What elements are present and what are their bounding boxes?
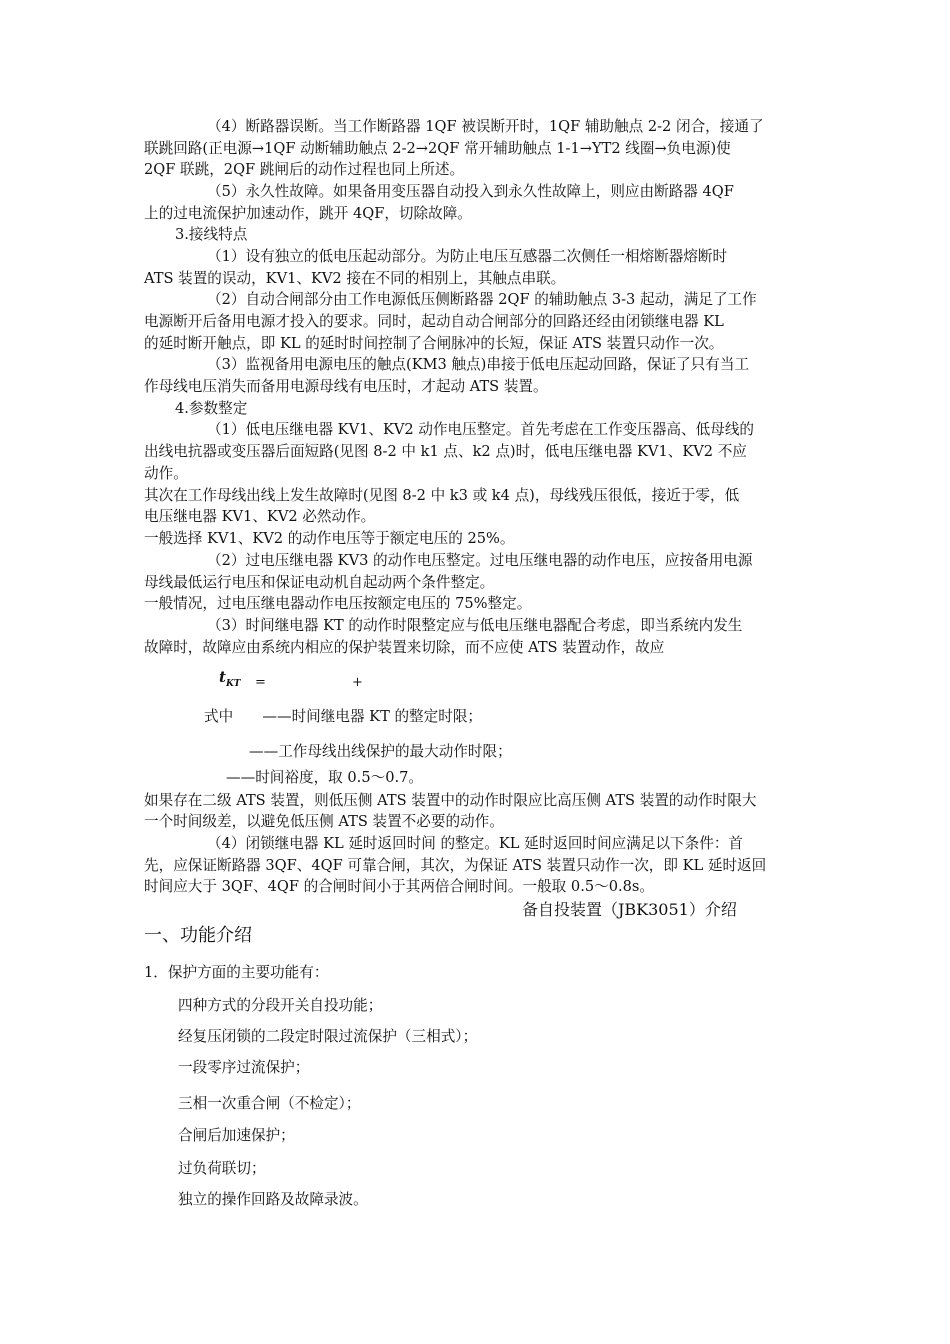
function-item: 一段零序过流保护； [178, 1059, 310, 1076]
paragraph-line: （5）永久性故障。如果备用变压器自动投入到永久性故障上，则应由断路器 4QF [207, 183, 734, 200]
paragraph-line: 动作。 [144, 465, 188, 482]
function-item: 四种方式的分段开关自投功能； [178, 997, 383, 1014]
paragraph-line: （3）监视备用电源电压的触点(KM3 触点)串接于低电压起动回路，保证了只有当工 [207, 356, 750, 373]
paragraph-line: 出线电抗器或变压器后面短路(见图 8-2 中 k1 点、k2 点)时，低电压继电器 KV1、KV2 不应 [144, 443, 747, 460]
paragraph-line: ATS 装置的误动，KV1、KV2 接在不同的相别上，其触点串联。 [144, 270, 566, 287]
subheading: 1．保护方面的主要功能有： [144, 964, 329, 981]
paragraph-line: 的延时断开触点，即 KL 的延时时间控制了合闸脉冲的长短，保证 ATS 装置只动作一次。 [144, 335, 724, 352]
paragraph-line: 电压继电器 KV1、KV2 必然动作。 [144, 508, 376, 525]
paragraph-line: 先，应保证断路器 3QF、4QF 可靠合闸，其次，为保证 ATS 装置只动作一次，即 KL 延时返回 [144, 857, 767, 874]
paragraph-line: （2）过电压继电器 KV3 的动作电压整定。过电压继电器的动作电压，应按备用电源 [207, 552, 753, 569]
section-title: 备自投装置（JBK3051）介绍 [522, 900, 737, 919]
formula-where-line: ——时间裕度，取 0.5～0.7。 [226, 769, 423, 786]
paragraph-line: （4）闭锁继电器 KL 延时返回时间 的整定。KL 延时返回时间应满足以下条件：首 [207, 835, 744, 852]
paragraph-line: 联跳回路(正电源→1QF 动断辅助触点 2-2→2QF 常开辅助触点 1-1→YT2 线圈→负电源)使 [144, 140, 731, 157]
paragraph-line: （4）断路器误断。当工作断路器 1QF 被误断开时，1QF 辅助触点 2-2 闭合，接通了 [207, 118, 764, 135]
paragraph-line: 2QF 联跳，2QF 跳闸后的动作过程也同上所述。 [144, 161, 465, 178]
heading: 一、功能介绍 [144, 925, 252, 946]
formula-plus: + [352, 675, 363, 690]
function-item: 合闸后加速保护； [178, 1127, 295, 1144]
function-item: 过负荷联切； [178, 1160, 266, 1177]
formula-equals: = [255, 675, 266, 690]
section-heading: 4.参数整定 [175, 400, 248, 417]
paragraph-line: （2）自动合闸部分由工作电源低压侧断路器 2QF 的辅助触点 3-3 起动，满足了工作 [207, 291, 757, 308]
paragraph-line: 作母线电压消失而备用电源母线有电压时，才起动 ATS 装置。 [144, 378, 548, 395]
formula-where-line: 式中 ——时间继电器 KT 的整定时限； [204, 708, 483, 725]
formula-where-line: ——工作母线出线保护的最大动作时限； [249, 743, 512, 760]
paragraph-line: （1）低电压继电器 KV1、KV2 动作电压整定。首先考虑在工作变压器高、低母线的 [207, 421, 755, 438]
paragraph-line: 上的过电流保护加速动作，跳开 4QF，切除故障。 [144, 205, 472, 222]
formula-symbol: $t_{KT}$ [219, 668, 241, 689]
section-heading: 3.接线特点 [175, 226, 248, 243]
paragraph-line: 一个时间级差，以避免低压侧 ATS 装置不必要的动作。 [144, 813, 504, 830]
paragraph-line: 故障时，故障应由系统内相应的保护装置来切除，而不应使 ATS 装置动作，故应 [144, 639, 665, 656]
function-item: 经复压闭锁的二段定时限过流保护（三相式）； [178, 1028, 478, 1045]
paragraph-line: （3）时间继电器 KT 的动作时限整定应与低电压继电器配合考虑，即当系统内发生 [207, 617, 743, 634]
paragraph-line: 电源断开后备用电源才投入的要求。同时，起动自动合闸部分的回路还经由闭锁继电器 KL [144, 313, 724, 330]
paragraph-line: 如果存在二级 ATS 装置，则低压侧 ATS 装置中的动作时限应比高压侧 ATS 装置的动作时限大 [144, 792, 757, 809]
paragraph-line: 时间应大于 3QF、4QF 的合闸时间小于其两倍合闸时间。一般取 0.5～0.8s。 [144, 878, 655, 895]
paragraph-line: 一般情况，过电压继电器动作电压按额定电压的 75%整定。 [144, 595, 532, 612]
function-item: 三相一次重合闸（不检定）； [178, 1095, 361, 1112]
paragraph-line: 母线最低运行电压和保证电动机自起动两个条件整定。 [144, 574, 495, 591]
paragraph-line: 一般选择 KV1、KV2 的动作电压等于额定电压的 25%。 [144, 530, 515, 547]
paragraph-line: 其次在工作母线出线上发生故障时(见图 8-2 中 k3 或 k4 点)，母线残压很低，接近于零，低 [144, 487, 740, 504]
function-item: 独立的操作回路及故障录波。 [178, 1191, 368, 1208]
paragraph-line: （1）设有独立的低电压起动部分。为防止电压互感器二次侧任一相熔断器熔断时 [207, 248, 728, 265]
